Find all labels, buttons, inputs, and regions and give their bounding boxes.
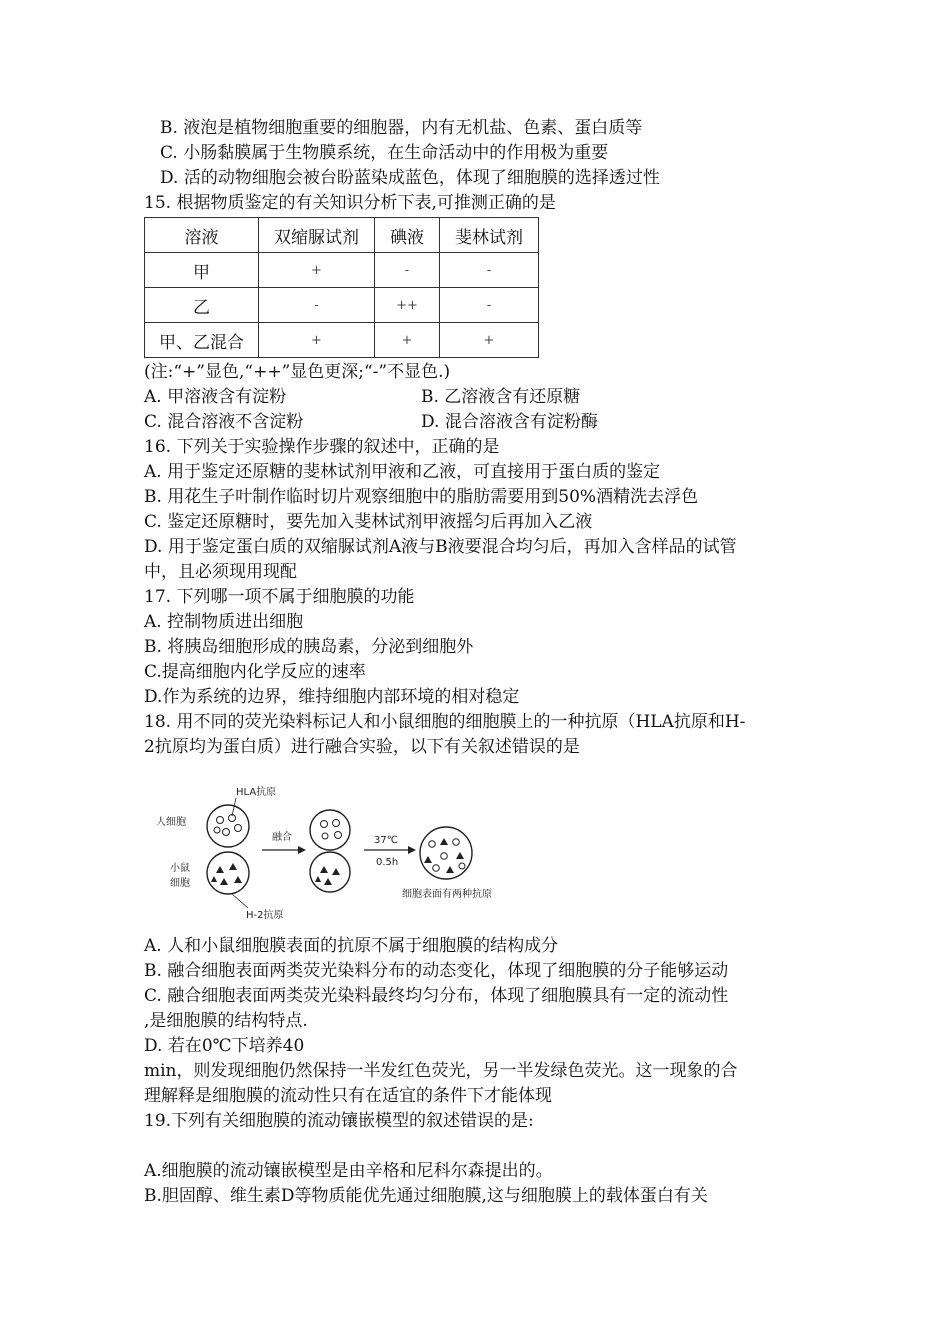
table-header: 双缩脲试剂	[259, 218, 375, 253]
q19-option-b: B.胆固醇、维生素D等物质能优先通过细胞膜,这与细胞膜上的载体蛋白有关	[144, 1186, 708, 1206]
table-cell: ++	[375, 288, 440, 323]
q18-stem: 18. 用不同的荧光染料标记人和小鼠细胞的细胞膜上的一种抗原（HLA抗原和H-	[144, 712, 746, 732]
q15-option-c: C. 混合溶液不含淀粉	[144, 412, 304, 432]
table-cell: +	[259, 323, 375, 358]
q16-option-a: A. 用于鉴定还原糖的斐林试剂甲液和乙液，可直接用于蛋白质的鉴定	[144, 462, 661, 482]
q17-stem: 17. 下列哪一项不属于细胞膜的功能	[144, 587, 415, 607]
result-label: 细胞表面有两种抗原	[402, 889, 492, 900]
h2-label: H-2抗原	[246, 910, 284, 921]
q19-option-a: A.细胞膜的流动镶嵌模型是由辛格和尼科尔森提出的。	[144, 1161, 553, 1181]
time-label: 0.5h	[376, 857, 399, 868]
q15-stem: 15. 根据物质鉴定的有关知识分析下表,可推测正确的是	[144, 193, 556, 213]
q18-stem-cont: 2抗原均为蛋白质）进行融合实验，以下有关叙述错误的是	[144, 737, 580, 757]
fusion-arrow-head-icon	[298, 846, 306, 854]
table-cell: +	[259, 253, 375, 288]
q16-option-c: C. 鉴定还原糖时，要先加入斐林试剂甲液摇匀后再加入乙液	[144, 512, 593, 532]
table-header-row	[145, 218, 539, 253]
q15-option-a: A. 甲溶液含有淀粉	[144, 387, 287, 407]
q16-stem: 16. 下列关于实验操作步骤的叙述中，正确的是	[144, 437, 500, 457]
h2-pointer	[232, 894, 248, 908]
q19-stem: 19.下列有关细胞膜的流动镶嵌模型的叙述错误的是:	[144, 1111, 534, 1131]
q16-option-b: B. 用花生子叶制作临时切片观察细胞中的脂肪需要用到50%酒精洗去浮色	[144, 487, 699, 507]
human-cell-label: 人细胞	[156, 817, 186, 828]
incubation-arrow-head-icon	[408, 846, 416, 854]
q18-option-d-cont2: 理解释是细胞膜的流动性只有在适宜的条件下才能体现	[144, 1086, 552, 1106]
table-cell: 甲、乙混合	[145, 323, 259, 358]
table-cell: 乙	[145, 288, 259, 323]
mouse-cell-label-2: 细胞	[170, 878, 190, 889]
reagent-table	[144, 217, 539, 358]
q16-option-d-cont: 中，且必须现用现配	[144, 562, 297, 582]
q14-option-d: D. 活的动物细胞会被台盼蓝染成蓝色，体现了细胞膜的选择透过性	[160, 168, 660, 188]
table-row	[145, 253, 539, 288]
cell-fusion-figure	[148, 778, 518, 928]
q18-option-c: C. 融合细胞表面两类荧光染料最终均匀分布，体现了细胞膜具有一定的流动性	[144, 986, 729, 1006]
table-cell: 甲	[145, 253, 259, 288]
q18-option-d: D. 若在0℃下培养40	[144, 1036, 305, 1056]
q14-option-c: C. 小肠黏膜属于生物膜系统，在生命活动中的作用极为重要	[160, 143, 609, 163]
fusion-label: 融合	[272, 832, 292, 843]
q18-option-c-cont: ,是细胞膜的结构特点.	[144, 1011, 308, 1031]
q17-option-b: B. 将胰岛细胞形成的胰岛素，分泌到细胞外	[144, 637, 474, 657]
table-header: 斐林试剂	[440, 218, 539, 253]
result-cell	[420, 827, 472, 879]
table-cell: +	[440, 323, 539, 358]
mouse-cell-circle	[207, 852, 249, 894]
fused-cell	[310, 810, 350, 892]
table-cell: -	[440, 253, 539, 288]
hla-label: HLA抗原	[236, 787, 277, 798]
temperature-label: 37℃	[374, 835, 398, 846]
q15-option-b: B. 乙溶液含有还原糖	[421, 387, 581, 407]
table-cell: -	[259, 288, 375, 323]
q15-option-d: D. 混合溶液含有淀粉酶	[421, 412, 598, 432]
table-row	[145, 323, 539, 358]
human-cell-circle	[207, 805, 249, 847]
q17-option-d: D.作为系统的边界，维持细胞内部环境的相对稳定	[144, 687, 520, 707]
table-header: 碘液	[375, 218, 440, 253]
q14-option-b: B. 液泡是植物细胞重要的细胞器，内有无机盐、色素、蛋白质等	[160, 118, 643, 138]
q15-note: (注:“+”显色,“++”显色更深;“-”不显色.)	[144, 362, 451, 382]
q17-option-c: C.提高细胞内化学反应的速率	[144, 662, 366, 682]
table-cell: -	[375, 253, 440, 288]
table-cell: +	[375, 323, 440, 358]
table-cell: -	[440, 288, 539, 323]
mouse-cell-label-1: 小鼠	[170, 863, 190, 874]
q18-option-b: B. 融合细胞表面两类荧光染料分布的动态变化，体现了细胞膜的分子能够运动	[144, 961, 729, 981]
table-header: 溶液	[145, 218, 259, 253]
q16-option-d: D. 用于鉴定蛋白质的双缩脲试剂A液与B液要混合均匀后，再加入含样品的试管	[144, 537, 737, 557]
q18-option-a: A. 人和小鼠细胞膜表面的抗原不属于细胞膜的结构成分	[144, 936, 559, 956]
q17-option-a: A. 控制物质进出细胞	[144, 612, 304, 632]
q18-option-d-cont: min，则发现细胞仍然保持一半发红色荧光，另一半发绿色荧光。这一现象的合	[144, 1061, 738, 1081]
table-row	[145, 288, 539, 323]
